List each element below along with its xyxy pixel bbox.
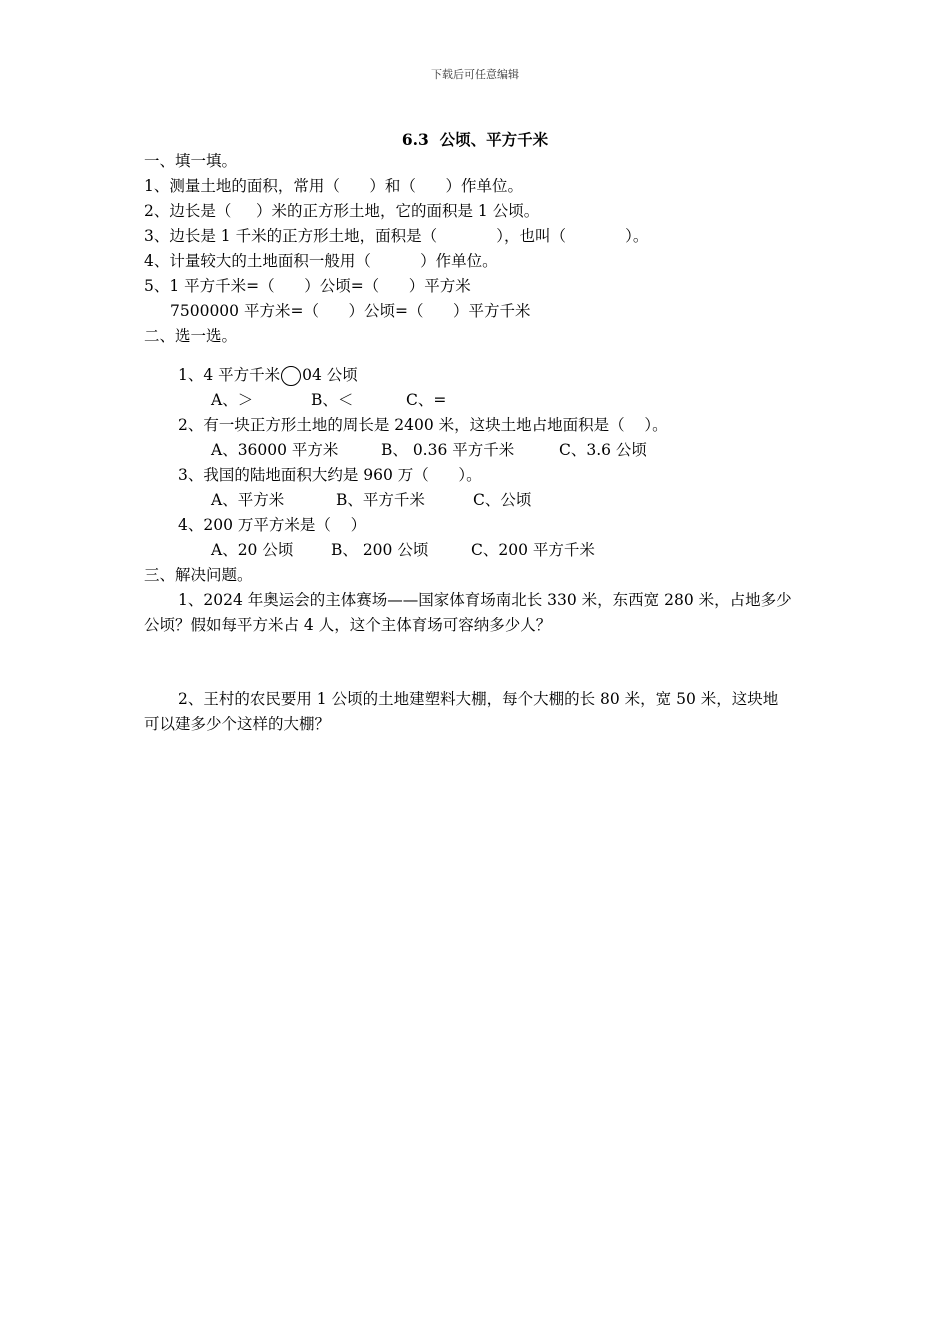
q1-right-text: 04 公顷 (302, 366, 358, 384)
q3-option-c: C、公顷 (473, 491, 532, 509)
q4-option-b: B、 200 公顷 (331, 541, 429, 559)
q1-option-a: A、＞ (211, 391, 254, 409)
fill-item-5: 5、1 平方千米=（ ）公顷=（ ）平方米 (144, 277, 471, 295)
section2-heading: 二、选一选。 (144, 327, 238, 345)
q1-option-c: C、= (406, 391, 447, 409)
page-header: 下载后可任意编辑 (431, 68, 519, 81)
q2-option-a: A、36000 平方米 (211, 441, 339, 459)
fill-item-2: 2、边长是（ ）米的正方形土地，它的面积是 1 公顷。 (144, 202, 540, 220)
choice-question-1 (178, 365, 358, 386)
choice-question-2: 2、有一块正方形土地的周长是 2400 米，这块土地占地面积是（ ）。 (178, 416, 668, 434)
problem-2-line-1: 2、王村的农民要用 1 公顷的土地建塑料大棚，每个大棚的长 80 米，宽 50 米，这块地 (178, 690, 779, 708)
q3-option-a: A、平方米 (211, 491, 285, 509)
q4-option-a: A、20 公顷 (211, 541, 294, 559)
q1-option-b: B、＜ (311, 391, 354, 409)
compare-circle (281, 366, 301, 386)
q2-option-b: B、 0.36 平方千米 (381, 441, 515, 459)
problem-2-line-2: 可以建多少个这样的大棚？ (144, 715, 331, 733)
fill-item-4: 4、计量较大的土地面积一般用（ ）作单位。 (144, 252, 498, 270)
section3-heading: 三、解决问题。 (144, 566, 253, 584)
choice-question-4: 4、200 万平方米是（ ） (178, 516, 367, 534)
choice-question-3: 3、我国的陆地面积大约是 960 万（ ）。 (178, 466, 482, 484)
q1-left-text: 1、4 平方千米 (178, 366, 281, 384)
fill-item-5b: 7500000 平方米=（ ）公顷=（ ）平方千米 (170, 302, 531, 320)
q2-option-c: C、3.6 公顷 (559, 441, 647, 459)
problem-1-line-1: 1、2024 年奥运会的主体赛场——国家体育场南北长 330 米，东西宽 280 米，占地多少 (178, 591, 792, 609)
worksheet-title: 6.3 公顷、平方千米 (401, 130, 549, 149)
q4-option-c: C、200 平方千米 (471, 541, 595, 559)
problem-1-line-2: 公顷？假如每平方米占 4 人，这个主体育场可容纳多少人？ (144, 616, 552, 634)
q3-option-b: B、平方千米 (336, 491, 425, 509)
fill-item-1: 1、测量土地的面积，常用（ ）和（ ）作单位。 (144, 177, 523, 195)
section1-heading: 一、填一填。 (144, 152, 238, 170)
fill-item-3: 3、边长是 1 千米的正方形土地，面积是（ ），也叫（ ）。 (144, 227, 649, 245)
